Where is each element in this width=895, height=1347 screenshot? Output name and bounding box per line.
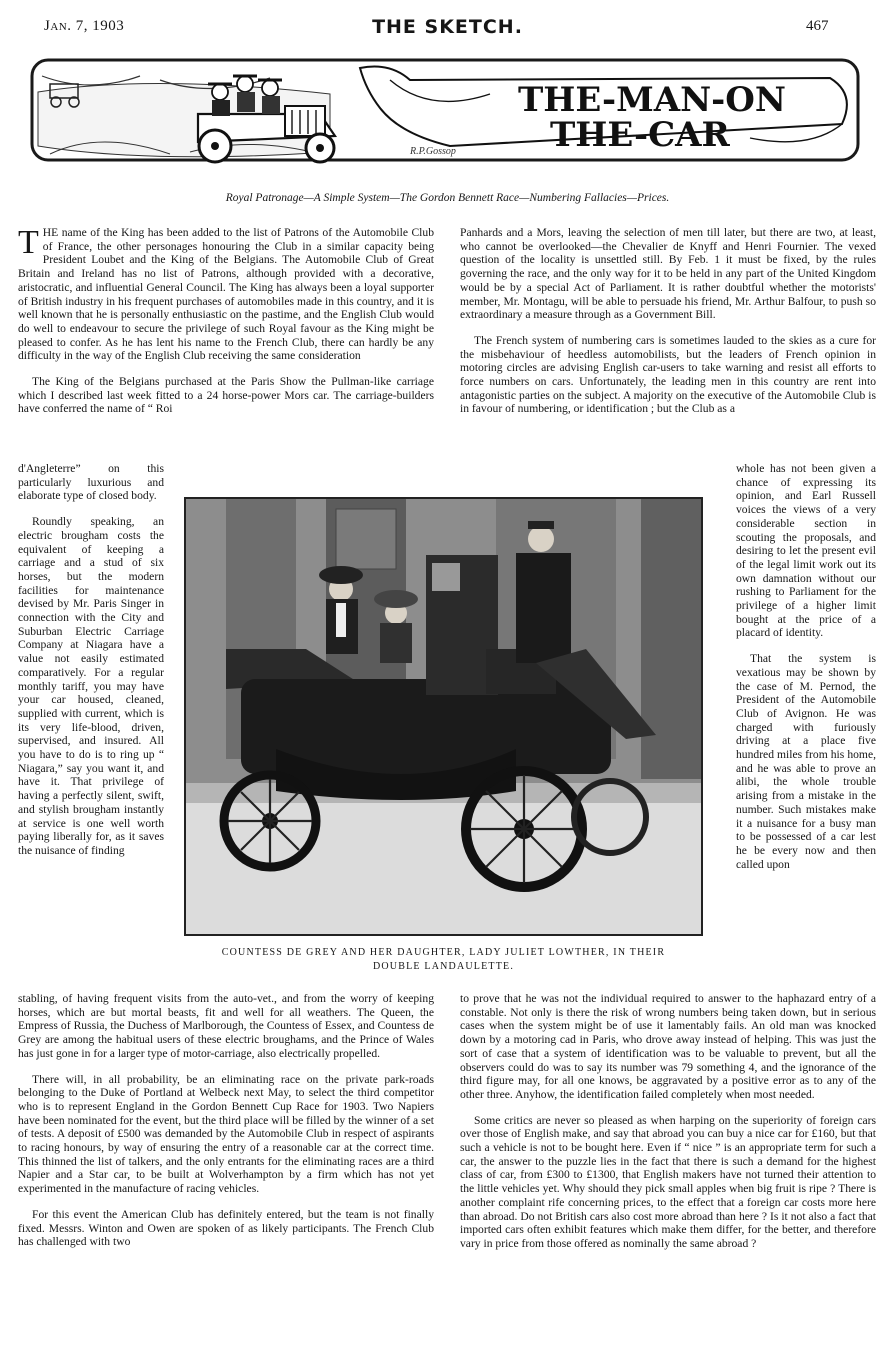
right-column-upper — [460, 226, 876, 428]
column-banner — [30, 54, 860, 172]
photo-caption — [184, 946, 703, 974]
article-paragraph-2: The King of the Belgians purchased at the Paris Show the Pullman-like carriage which I described last week fitted to a 24 horse-power Mors car. The carriage-builders have conferred the name of “ Roi — [18, 375, 434, 416]
landaulette-photograph — [184, 497, 703, 936]
article-paragraph-5: For this event the American Club has definitely entered, but the team is not finally fixed. Messrs. Winton and Owen are spoken of as likely participants. The French Club has challenged with two — [18, 1207, 434, 1249]
article-paragraph-8-continued: to prove that he was not the individual required to answer to the haphazard entry of a constable. Not only is there the risk of wrong numbers being taken down, but in serious cases when the system might be of use it lamentably fails. An old man was knocked down by a motoring cad in Paris, who drove away instead of helping. This was just the sort of case that a system of identification was to be valuable to prevent, but all the observers could do was to say its number was 79 something 4, and the ignorance of the third figure may, for all one knows, be aggravated by a positive error as to any of the other three. Anyhow, the identification failed completely when most needed. — [460, 992, 876, 1101]
banner-title-line1: THE-MAN-ON — [518, 80, 786, 120]
left-column-upper — [18, 226, 434, 428]
article-paragraph-3: Roundly speaking, an electric brougham costs the equivalent of keeping a carriage and a stud of six horses, but the modern facilities for maintenance devised by Mr. Paris Singer in connection with the City and Suburban Electric Carriage Company at Niagara have a value not easily estimated comparatively. For a regular monthly tariff, you may have your car housed, cleaned, supplied with current, which is its very life-blood, driven, supervised, and insured. All you have to do is to ring up “ Niagara,” say you want it, and have it. That privilege of having a perfectly silent, swift, and stylish brougham instantly at service is one well worth paying liberally for, as it saves the nuisance of finding — [18, 515, 164, 857]
article-paragraph-3-continued: stabling, of having frequent visits from the auto-vet., and from the worry of keeping horses, which are but mortal beasts, fit and well for all weathers. The Queen, the Empress of Russia, the Duchess of Marlborough, the Countess of Essex, and Countess de Grey are among the habitual users of these electric broughams, and the Prince of Wales has just gone in for a larger type of motor-carriage, also electrically propelled. — [18, 992, 434, 1060]
left-column-narrow — [18, 462, 164, 870]
article-paragraph-9: Some critics are never so pleased as when harping on the superiority of foreign cars over those of English make, and say that abroad you can buy a nice car for £160, but that such a vehicle is not to be bought here. Even if “ nice ” is an appropriate term for such a car, the answer to the puzzle lies in the fact that there is such a demand for the highest class of car, from £300 to £1300, that English makers have not turned their attention to the little vehicles yet. Why should they pick small apples when big fruit is ripe ? There is another complaint rife concerning prices, to the effect that a foreign car costs more here than abroad. Do not British cars also cost more abroad than here ? Is it not also a fact that imported cars often exhibit features which make them differ, for the better, and therefore vary in price from those offered as nominally the same abroad ? — [460, 1113, 876, 1250]
drop-cap: T — [18, 224, 39, 261]
artist-signature: R.P.Gossop — [410, 146, 456, 157]
right-column-lower — [460, 992, 876, 1263]
photo-caption-line-1: COUNTESS DE GREY AND HER DAUGHTER, LADY JULIET LOWTHER, IN THEIR — [221, 947, 666, 958]
publication-title: THE SKETCH. — [372, 16, 523, 38]
article-paragraph-7-continued: whole has not been given a chance of expressing its opinion, and Earl Russell voices the views of a very considerable section in scouting the proposals, and desiring to let the present evil of the legal limit work out its own damnation without our rushing to Parliament for the privilege of a higher limit bought at the price of a placard of identity. — [736, 462, 876, 640]
issue-date: Jan. 7, 1903 — [44, 18, 125, 34]
banner-title-line2: THE-CAR — [550, 115, 730, 155]
article-paragraph-4: There will, in all probability, be an eliminating race on the private park-roads belonging to the Duke of Portland at Welbeck next May, to select the third competitor who is to represent England in the Gordon Bennett Cup Race for 1903. Two Napiers have been nominated for the event, but the third place will be filled by the winner of a set of tests. A deposit of £500 was demanded by the Automobile Club in respect of aspirants to racing honours, by way of ensuring the entry of a reasonable car at the correct time. This thinned the list of talkers, and the only entrants for the eliminating races are a third Napier and a Star car, to be built at Wolverhampton by a firm which has not yet experimented in the manufacture of racing vehicles. — [18, 1072, 434, 1196]
page-number: 467 — [806, 18, 829, 34]
article-paragraph-1: THE name of the King has been added to the list of Patrons of the Automobile Club of France, the other personages honouring the Club in a similar capacity being President Loubet and the King of the Belgians. The Automobile Club of Great Britain and Ireland has no list of Patrons, although provided with a decorative, aristocratic, and influential General Council. The King has always been a loyal supporter of British industry in his frequent purchases of automobiles made in this country, and it is well known that he is personally enthusiastic on the pastime, and the English Club would do well to endeavour to secure the privilege of such Royal favour as the King might be pleased to confer. As he has lent his name to the French Club, there can hardly be any difficulty in the way of the English Club receiving the same consideration — [18, 224, 434, 363]
right-column-narrow — [736, 462, 876, 883]
carriage-photo-illustration — [186, 499, 701, 934]
left-column-lower — [18, 992, 434, 1261]
article-paragraph-7: The French system of numbering cars is sometimes lauded to the skies as a cure for the misbehaviour of heedless automobilists, but the leaders of French opinion in motoring circles are advising English car-users to take warning and resist all efforts to force numbers on cars. Unfortunately, the leading men in this country are rent into antagonistic parties on the subject. A majority on the executive of the Automobile Club is in favour of numbering, or identification ; but the Club as a — [460, 333, 876, 416]
photo-caption-line-2: DOUBLE LANDAULETTE. — [372, 961, 515, 972]
article-paragraph-2-continued: d'Angleterre” on this particularly luxurious and elaborate type of closed body. — [18, 462, 164, 503]
article-paragraph-6: Panhards and a Mors, leaving the selection of men till later, but there are two, at least, who cannot be overlooked—the Chevalier de Knyff and Henri Fournier. The vexed question of the locality is unsettled still. By Feb. 1 it must be fixed, by the rules governing the race, and the only way for it to be held in any part of the United Kingdom would be by a special Act of Parliament. It is rather doubtful whether the motorists' member, Mr. Montagu, will be able to persuade his friend, Mr. Arthur Balfour, to push so extraordinary a measure through as a Government Bill. — [460, 226, 876, 322]
column-subtitle: Royal Patronage—A Simple System—The Gordon Bennett Race—Numbering Fallacies—Prices. — [225, 192, 670, 204]
article-paragraph-8: That the system is vexatious may be shown by the case of M. Pernod, the President of the Automobile Club of Avignon. He was charged with furiously driving at a place five hundred miles from his home, and he was able to prove an alibi, the whole trouble arising from a mistake in the number. Such mistakes make it a nuisance for a busy man to be possessed of a car lest he be every now and then called upon — [736, 652, 876, 871]
